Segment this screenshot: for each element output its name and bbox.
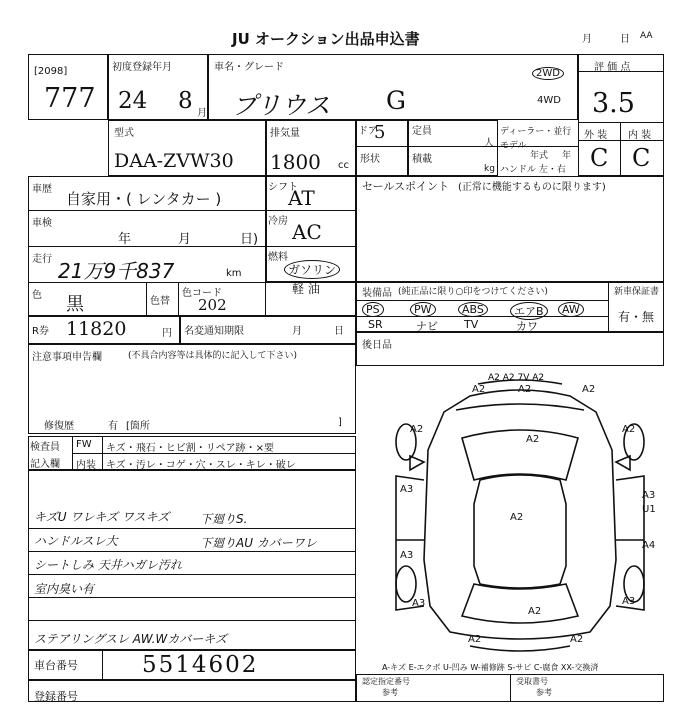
displacement-label: 排気量	[270, 128, 300, 139]
date-day: 日	[620, 34, 630, 45]
inspector-label-1: 検査員	[30, 442, 60, 453]
inspector-label-2: 記入欄	[30, 459, 60, 470]
fuel-gasoline: ガソリン	[284, 260, 340, 279]
footer-cert-label: 認定指定番号	[362, 677, 410, 686]
damage-mark: A2	[622, 424, 636, 435]
dealer-year-unit: 年	[562, 151, 572, 161]
handwritten-note-5: 下廻りS.	[200, 512, 248, 526]
damage-mark: A2	[410, 424, 424, 435]
inspection-day: 日)	[240, 232, 259, 247]
chassis-value: 5514602	[142, 652, 259, 678]
inspector-interior: 内装	[76, 460, 96, 471]
diagram-top-label: A2 A2 7V A2	[488, 373, 545, 383]
lot-number: 777	[44, 83, 96, 114]
shift-label: シフト	[268, 182, 298, 193]
model-name-label: 車名・グレード	[214, 62, 284, 73]
dealer-model-label: モデル	[500, 141, 527, 151]
car-damage-diagram	[360, 370, 680, 670]
aircon-label: 冷房	[268, 216, 288, 227]
warranty-value: 有・無	[618, 310, 655, 324]
doors-value: 5	[374, 122, 386, 143]
aircon-value: AC	[292, 220, 322, 244]
bottom-cut-label: 登録番号	[34, 690, 78, 703]
damage-mark: A2	[468, 634, 482, 645]
inspection-year: 年	[118, 232, 132, 247]
kg-unit: kg	[484, 164, 495, 174]
mileage-unit: km	[226, 268, 242, 279]
footer-receive-value: 参考	[536, 688, 552, 697]
dealer-handle-label: ハンドル 左・右	[500, 165, 566, 175]
footer-cert-value: 参考	[382, 688, 398, 697]
form-title: JU オークション出品申込書	[232, 30, 420, 48]
damage-mark: A2	[510, 512, 524, 523]
diagram-legend: A-キズ E-エクボ U-凹み W-補修跡 S-サビ C-腐食 XX-交換済	[382, 663, 599, 672]
damage-mark: A2	[472, 384, 486, 395]
handwritten-note-1: キズU ワレキズ ワスキズ	[34, 510, 170, 524]
name-change-day: 日	[334, 326, 344, 337]
damage-mark: A3	[400, 550, 414, 561]
inspector-interior-items: キズ・汚レ・コゲ・穴・スレ・キレ・破レ	[106, 460, 296, 471]
handwritten-note-6: 下廻りAU カバーワレ	[200, 536, 317, 550]
name-change-label: 名変通知期限	[184, 326, 244, 337]
mileage-label: 走行	[32, 254, 52, 265]
lot-small-number: [2098]	[34, 66, 68, 77]
damage-mark: A3	[400, 484, 414, 495]
damage-mark: A3	[622, 596, 636, 607]
equipment-item: AW	[558, 302, 584, 317]
damage-mark: U1	[642, 504, 656, 515]
equipment-item: TV	[464, 318, 479, 331]
rating-score: 3.5	[592, 88, 635, 119]
drive-4wd: 4WD	[537, 95, 561, 106]
usage-value: 自家用・( レンタカー )	[66, 190, 222, 208]
warranty-label: 新車保証書	[614, 287, 660, 297]
inspection-month: 月	[178, 232, 192, 247]
selling-points-note: (正常に機能するものに限ります)	[458, 182, 606, 193]
displacement-unit: cc	[338, 160, 349, 171]
damage-mark: A3	[412, 598, 426, 609]
equipment-label: 装備品	[362, 288, 392, 299]
model-code-label: 型式	[114, 128, 134, 139]
shape-label: 形状	[360, 154, 380, 165]
rating-interior: C	[632, 144, 651, 172]
mileage-value: 21万9千837	[58, 259, 175, 283]
color-value: 黒	[66, 294, 84, 315]
fuel-label: 燃料	[268, 252, 288, 263]
notes-note: (不具合内容等は具体的に記入して下さい)	[128, 351, 298, 361]
drive-2wd: 2WD	[532, 67, 564, 80]
equipment-item: PS	[362, 302, 384, 317]
damage-mark: A2	[528, 606, 542, 617]
fuel-diesel: 軽 油	[292, 282, 320, 296]
name-change-month: 月	[292, 326, 302, 337]
date-aa: AA	[640, 31, 653, 41]
equipment-item: カワ	[516, 320, 538, 333]
rating-label: 評 価 点	[594, 62, 631, 73]
color-change-label: 色替	[150, 296, 170, 307]
usage-label: 車歴	[32, 184, 52, 195]
repair-close: ]	[338, 417, 342, 428]
shift-value: AT	[288, 186, 315, 210]
equipment-item: PW	[410, 302, 436, 317]
registration-month-unit: 月	[197, 108, 207, 119]
chassis-label: 車台番号	[34, 659, 78, 672]
date-month: 月	[582, 34, 592, 45]
handwritten-note-2: ハンドルスレ大	[34, 534, 118, 548]
equipment-item: SR	[368, 318, 383, 331]
repair-value: 有	[108, 421, 118, 432]
capacity-label: 定員	[412, 126, 432, 137]
later-entry-box	[356, 332, 664, 366]
capacity-unit: 人	[484, 138, 494, 149]
rating-interior-label: 内 装	[628, 130, 652, 141]
damage-mark: A4	[642, 540, 656, 551]
equipment-item: ABS	[458, 302, 488, 317]
damage-mark: A2	[518, 384, 532, 395]
handwritten-note-7: ステアリングスレ AW.Wカバーキズ	[34, 632, 228, 646]
registration-month: 8	[178, 88, 193, 114]
later-entry-label: 後日品	[362, 340, 392, 351]
equipment-item: ナビ	[416, 320, 438, 333]
loading-label: 積載	[412, 154, 432, 165]
notes-label: 注意事項申告欄	[32, 352, 102, 363]
model-code-value: DAA-ZVW30	[114, 150, 234, 172]
inspector-fw-items: キズ・飛石・ヒビ割・リペア跡・×要	[106, 443, 274, 454]
damage-mark: A3	[642, 490, 656, 501]
recycle-label: R券	[32, 326, 49, 337]
damage-mark: A2	[582, 384, 596, 395]
inspector-fw: FW	[76, 439, 92, 450]
selling-points-label: セールスポイント	[362, 180, 450, 193]
color-label: 色	[32, 290, 42, 301]
displacement-value: 1800	[270, 150, 321, 174]
model-grade: G	[386, 86, 406, 115]
handwritten-note-3: シートしみ 天井ハガレ汚れ	[34, 558, 182, 572]
damage-mark: A2	[570, 634, 584, 645]
dealer-label: ディーラー・並行	[500, 127, 572, 137]
dealer-year-label: 年式	[530, 151, 549, 161]
doors-label: ドア	[358, 126, 378, 137]
equipment-note: (純正品に限り○印をつけてください)	[398, 287, 548, 297]
inspection-label: 車検	[32, 218, 52, 229]
recycle-unit: 円	[162, 328, 172, 339]
registration-label: 初度登録年月	[112, 62, 172, 73]
repair-place: [箇所	[126, 421, 150, 432]
color-code-value: 202	[198, 296, 227, 314]
damage-mark: A2	[526, 434, 540, 445]
registration-year: 24	[118, 88, 148, 114]
repair-label: 修復歴	[44, 421, 74, 432]
recycle-value: 11820	[66, 318, 127, 340]
color-code-label: 色コード	[182, 288, 222, 299]
rating-exterior-label: 外 装	[584, 130, 608, 141]
model-name-value: プリウス	[232, 91, 331, 120]
footer-receive-label: 受取書号	[516, 677, 548, 686]
handwritten-note-4: 室内臭い有	[34, 582, 95, 596]
rating-exterior: C	[590, 144, 609, 172]
equipment-item: エアB	[510, 302, 548, 320]
